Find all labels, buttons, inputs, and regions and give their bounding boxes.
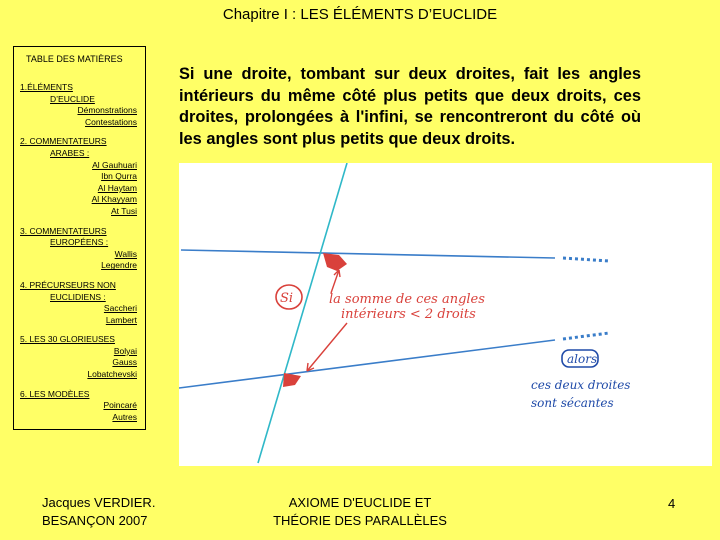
transversal-line — [258, 163, 347, 463]
toc-subsection-link[interactable]: Autres — [112, 411, 137, 422]
upper-line-extension — [563, 258, 609, 261]
toc-section-link[interactable]: ARABES : — [50, 147, 90, 158]
toc-subsection-link[interactable]: Lobatchevski — [87, 369, 137, 380]
toc-section-link[interactable]: 4. PRÉCURSEURS NON — [20, 279, 116, 290]
toc-subsection-link[interactable]: Al Haytam — [97, 182, 137, 193]
footer-course — [240, 494, 480, 530]
postulate-illustration — [179, 163, 712, 466]
toc-subsection-link[interactable]: Démonstrations — [77, 105, 137, 116]
toc-section-link[interactable]: 2. COMMENTATEURS — [20, 136, 107, 147]
toc-section — [20, 280, 137, 326]
conclusion-line-1: ces deux droites — [531, 378, 631, 392]
toc-section-link[interactable]: EUCLIDIENS : — [50, 291, 106, 302]
upper-line — [181, 250, 555, 258]
toc-subsection-link[interactable]: Wallis — [114, 248, 137, 259]
toc-subsection-link[interactable]: Ibn Qurra — [101, 171, 137, 182]
upper-angle-mark — [323, 253, 347, 271]
place-year: BESANÇON 2007 — [42, 513, 148, 528]
lower-line-extension — [563, 333, 609, 339]
annotation-line-1: la somme de ces angles — [329, 292, 485, 307]
page-number: 4 — [668, 496, 676, 511]
euclid-fifth-postulate-statement: Si une droite, tombant sur deux droites, fait les angles intérieurs du même côté plus petits que deux droits, ces droites, prolongées à l'infini, se rencontreront du côté où les angles sont plus petits que deux droits. — [179, 65, 641, 148]
toc-subsection-link[interactable]: Legendre — [101, 260, 137, 271]
si-label: Si — [280, 291, 294, 306]
slide-title: Chapitre I : LES ÉLÉMENTS D’EUCLIDE — [222, 6, 498, 23]
footer-author — [42, 494, 155, 530]
toc-section-link[interactable]: D’EUCLIDE — [50, 93, 95, 104]
toc-section-link[interactable]: 1.ÉLÉMENTS — [20, 82, 73, 92]
toc-heading: TABLE DES MATIÈRES — [26, 54, 123, 64]
toc-section — [20, 82, 137, 128]
postulate-drawing — [179, 163, 712, 466]
author-name: Jacques VERDIER. — [42, 495, 156, 510]
toc-section — [20, 136, 137, 217]
toc-subsection-link[interactable]: Poincaré — [103, 400, 137, 411]
arrow-to-lower-angle — [307, 323, 347, 371]
toc-section — [20, 389, 137, 424]
toc-section-link[interactable]: 5. LES 30 GLORIEUSES — [20, 334, 115, 345]
toc-subsection-link[interactable]: Al Khayyam — [91, 194, 137, 205]
table-of-contents — [13, 46, 146, 430]
conclusion-line-2: sont sécantes — [531, 396, 614, 410]
alors-label: alors — [567, 352, 598, 366]
toc-subsection-link[interactable]: Bolyai — [113, 345, 137, 356]
toc-section-link[interactable]: 6. LES MODÈLES — [20, 388, 90, 399]
toc-subsection-link[interactable]: At Tusi — [111, 205, 137, 216]
toc-subsection-link[interactable]: Al Gauhuari — [92, 159, 137, 170]
toc-section-link[interactable]: EUROPÉENS : — [50, 237, 109, 248]
toc-subsection-link[interactable]: Saccheri — [103, 303, 137, 314]
toc-list — [20, 82, 137, 431]
toc-section-link[interactable]: 3. COMMENTATEURS — [20, 225, 107, 236]
toc-section — [20, 226, 137, 272]
toc-subsection-link[interactable]: Gauss — [112, 357, 137, 368]
toc-subsection-link[interactable]: Lambert — [105, 314, 137, 325]
toc-section — [20, 334, 137, 380]
annotation-line-2: intérieurs < 2 droits — [341, 307, 476, 322]
toc-subsection-link[interactable]: Contestations — [85, 116, 137, 127]
lower-line — [179, 340, 555, 388]
lower-angle-mark — [283, 373, 301, 387]
course-line-2: THÉORIE DES PARALLÈLES — [273, 513, 447, 528]
course-line-1: AXIOME D'EUCLIDE ET — [288, 495, 432, 510]
